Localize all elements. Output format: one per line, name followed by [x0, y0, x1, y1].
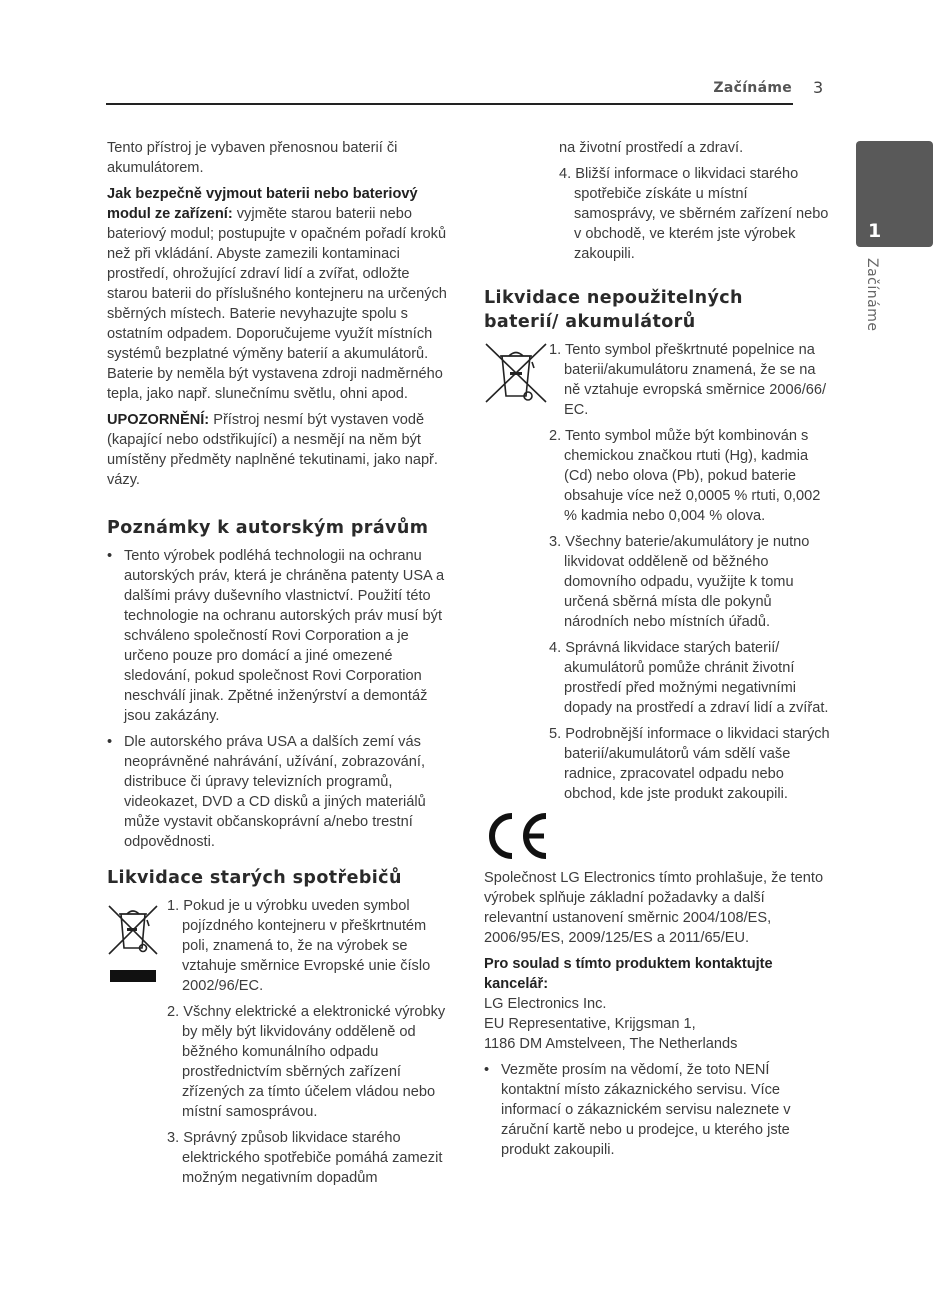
battery-item: 5. Podrobnější informace o likvidaci starých baterií/akumulátorů vám sdělí vaše radnice, zpracovatel odpadu nebo obchod, kde jste produkt zakoupili. — [549, 726, 830, 802]
warning-paragraph — [107, 410, 453, 490]
disposal-item: 3. Správný způsob likvidace starého elektrického spotřebiče pomáhá zamezit možným negativním dopadům — [167, 1130, 443, 1186]
weee-bin-icon — [107, 900, 159, 984]
battery-item: 4. Správná likvidace starých baterií/ akumulátorů pomůže chránit životní prostředí před možnými negativními dopady na prostředí a zdraví lidí a zvířat. — [549, 640, 829, 716]
battery-removal-paragraph — [107, 184, 453, 404]
warning-lead: UPOZORNĚNÍ: — [107, 412, 210, 428]
chapter-tab-label: Začínáme — [864, 258, 880, 332]
chapter-number: 1 — [868, 220, 882, 242]
disposal-item: 1. Pokud je u výrobku uveden symbol pojízdného kontejneru v přeškrtnutém poli, znamená to, že na výrobek se vztahuje směrnice Evropské unie číslo 2002/96/EC. — [167, 898, 431, 994]
disposal-item: 4. Bližší informace o likvidaci starého spotřebiče získáte u místní samosprávy, ve sběrném zařízení nebo v obchodě, ve kterém jste výrobek zakoupili. — [559, 166, 829, 262]
conformity-declaration: Společnost LG Electronics tímto prohlašuje, že tento výrobek splňuje základní požadavky a další relevantní ustanovení směrnic 2004/108/ES, 2006/95/ES, 2009/125/ES a 2011/65/EU. — [484, 870, 824, 946]
warning-text: Přístroj nesmí být vystaven vodě (kapající nebo odstřikující) a nesmějí na něm být umístěny předměty naplněné tekutinami, jako např. vázy. — [107, 412, 438, 488]
battery-item: 2. Tento symbol může být kombinován s chemickou značkou rtuti (Hg), kadmia (Cd) nebo olova (Pb), pokud baterie obsahuje více než 0,0005 % rtuti, 0,002 % kadmia nebo 0,004 % olova. — [549, 428, 821, 524]
battery-removal-lead: Jak bezpečně vyjmout baterii nebo bateriový modul ze zařízení: — [107, 186, 418, 222]
page-number: 3 — [813, 78, 824, 97]
ce-mark-svg — [484, 812, 550, 860]
ce-mark-icon — [484, 812, 830, 862]
battery-item: 1. Tento symbol přeškrtnuté popelnice na baterii/akumulátoru znamená, že se na ně vztahuje evropská směrnice 2006/66/ EC. — [549, 342, 827, 418]
battery-intro: Tento přístroj je vybaven přenosnou baterií či akumulátorem. — [107, 140, 398, 176]
contact-line: 1186 DM Amstelveen, The Netherlands — [484, 1036, 738, 1052]
customer-service-notice: • Vezměte prosím na vědomí, že toto NENÍ kontaktní místo zákaznického servisu. Více informací o zákaznickém servisu naleznete v záruční kartě nebo u prodejce, u kterého jste produkt zakoupili. — [484, 1060, 830, 1160]
battery-item: 3. Všechny baterie/akumulátory je nutno likvidovat odděleně od běžného domovního odpadu, využijte k tomu určená sběrná místa dle pokynů národních nebo místních úřadů. — [549, 534, 810, 630]
disposal-continuation-block — [484, 138, 830, 264]
contact-line: EU Representative, Krijgsman 1, — [484, 1016, 696, 1032]
disposal-list — [107, 896, 453, 1188]
battery-disposal-list — [484, 340, 830, 804]
weee-battery-bin-icon — [484, 340, 548, 404]
chapter-tab — [856, 141, 933, 247]
contact-heading-text: Pro soulad s tímto produktem kontaktujte kancelář: — [484, 956, 773, 992]
left-column — [107, 138, 453, 1194]
battery-removal-text: vyjměte starou baterii nebo bateriový modul; postupujte v opačném pořadí kroků než při vkládání. Abyste zamezili kontaminaci prostředí, ohrožující zdraví lidí a zvířat, odložte starou baterii do příslušného kontejneru na určených sběrných místech. Baterie nevyhazujte spolu s ostatním odpadem. Doporučujeme využít místních systémů bezplatné výměny baterií a akumulátorů. Baterie by neměla být vystavena zdroji nadměrného tepla, jako např. slunečnímu světlu, ohni apod. — [107, 206, 447, 402]
disposal-continuation: na životní prostředí a zdraví. — [559, 140, 744, 156]
disposal-item: 2. Všchny elektrické a elektronické výrobky by měly být likvidovány odděleně od běžného komunálního odpadu prostřednictvím sběrných zařízení zřízených za tímto účelem vládou nebo místní samosprávou. — [167, 1004, 446, 1120]
copyright-heading: Poznámky k autorským právům — [107, 518, 429, 538]
copyright-bullet: • Tento výrobek podléhá technologii na ochranu autorských práv, která je chráněna patenty USA a dalšími právy duševního vlastnictví. Použití této technologie na ochranu autorských práv musí být schváleno společností Rovi Corporation a je určeno pouze pro domácí a jiné omezené sledování, pokud společnost Rovi Corporation neschválí jinak. Zpětné inženýrství a demontáž jsou zakázány. — [107, 546, 453, 726]
contact-heading — [484, 954, 830, 994]
running-header-title: Začínáme — [713, 80, 792, 96]
contact-line: LG Electronics Inc. — [484, 996, 607, 1012]
header-rule — [106, 103, 793, 105]
copyright-bullet: • Dle autorského práva USA a dalších zemí vás neoprávněné nahrávání, užívání, zobrazování, distribuce či úpravy televizních programů, videokazet, DVD a CD disků a jiných materiálů může vystavit občanskoprávní a/nebo trestní odpovědnosti. — [107, 732, 453, 852]
battery-disposal-heading: Likvidace nepoužitelných baterií/ akumulátorů — [484, 288, 743, 332]
disposal-heading: Likvidace starých spotřebičů — [107, 868, 402, 888]
right-column — [484, 138, 830, 1166]
